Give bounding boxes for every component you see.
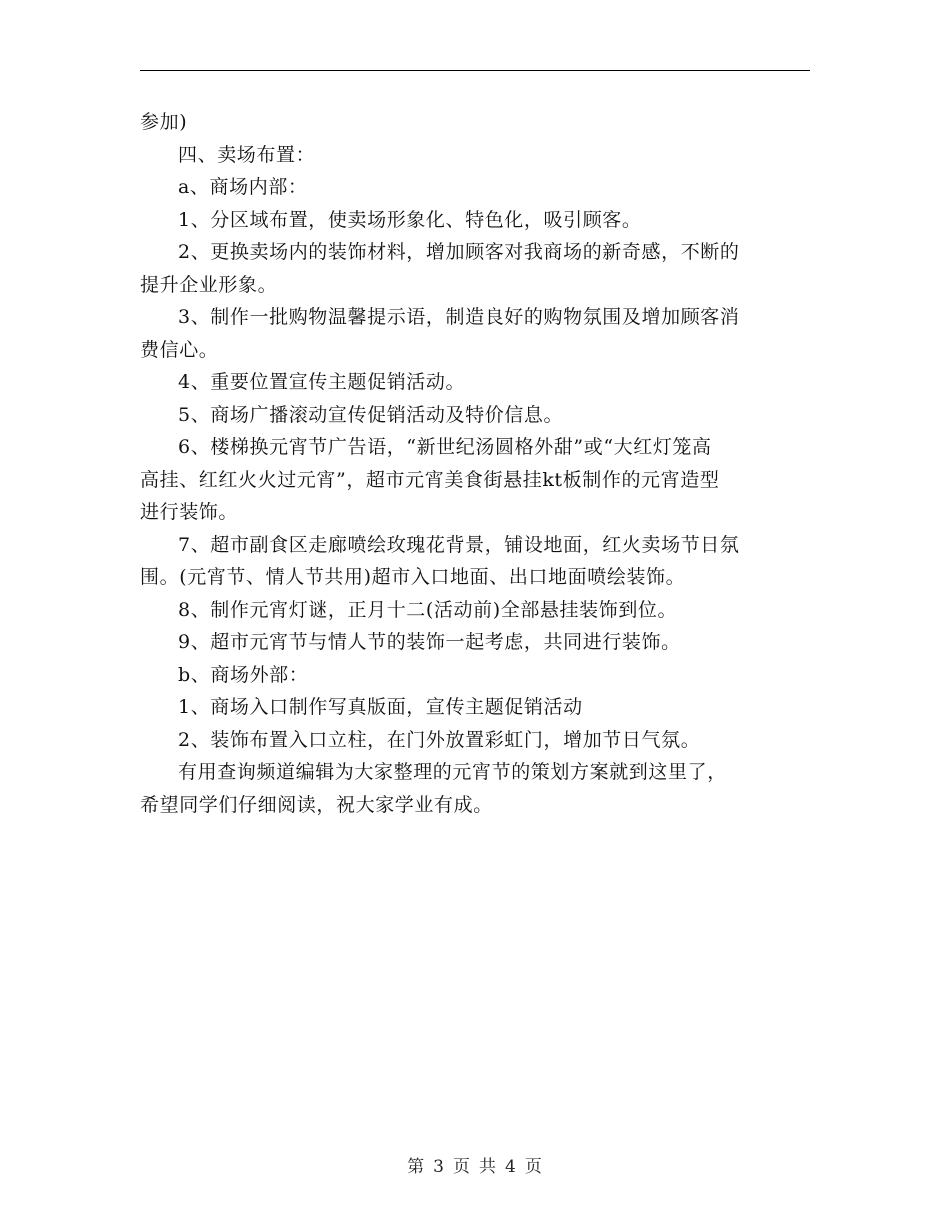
footer-total-word: 共 [479, 1157, 497, 1177]
text-line: a、商场内部： [178, 176, 308, 198]
text-line: 7、超市副食区走廊喷绘玫瑰花背景，铺设地面，红火卖场节日氛 [178, 533, 740, 556]
text-line: 2、更换卖场内的装饰材料，增加顾客对我商场的新奇感，不断的 [178, 241, 740, 263]
text-line: 进行装饰。 [140, 501, 239, 523]
text-line: 4、重要位置宣传主题促销活动。 [178, 371, 466, 393]
footer-prefix: 第 [407, 1157, 426, 1177]
text-line: 参加) [140, 111, 188, 133]
text-line: 8、制作元宵灯谜，正月十二(活动前)全部悬挂装饰到位。 [178, 598, 678, 621]
page-footer [0, 1152, 950, 1177]
text-line: b、商场外部： [178, 663, 309, 686]
text-line: 费信心。 [140, 338, 219, 361]
footer-total-pages: 4 [505, 1157, 517, 1177]
text-line: 1、商场入口制作写真版面，宣传主题促销活动 [178, 696, 583, 718]
text-line: 希望同学们仔细阅读，祝大家学业有成。 [140, 793, 493, 816]
text-line: 2、装饰布置入口立柱，在门外放置彩虹门，增加节日气氛。 [178, 728, 701, 751]
text-line: 四、卖场布置： [178, 143, 316, 166]
text-line: 6、楼梯换元宵节广告语，“新世纪汤圆格外甜”或“大红灯笼高 [178, 436, 712, 458]
body-text [140, 106, 810, 821]
text-line: 3、制作一批购物温馨提示语，制造良好的购物氛围及增加顾客消 [178, 306, 740, 328]
footer-suffix: 页 [524, 1157, 543, 1177]
text-line: 1、分区域布置，使卖场形象化、特色化，吸引顾客。 [178, 208, 642, 231]
header-rule [140, 70, 810, 71]
footer-current-page: 3 [433, 1157, 445, 1177]
text-line: 5、商场广播滚动宣传促销活动及特价信息。 [178, 403, 564, 426]
text-line: 有用查询频道编辑为大家整理的元宵节的策划方案就到这里了， [178, 761, 727, 783]
text-line: 提升企业形象。 [140, 273, 278, 296]
text-line: 围。(元宵节、情人节共用)超市入口地面、出口地面喷绘装饰。 [140, 566, 686, 588]
text-line: 高挂、红红火火过元宵”，超市元宵美食街悬挂kt板制作的元宵造型 [140, 468, 720, 491]
text-line: 9、超市元宵节与情人节的装饰一起考虑，共同进行装饰。 [178, 631, 681, 653]
footer-page-word: 页 [453, 1157, 471, 1177]
